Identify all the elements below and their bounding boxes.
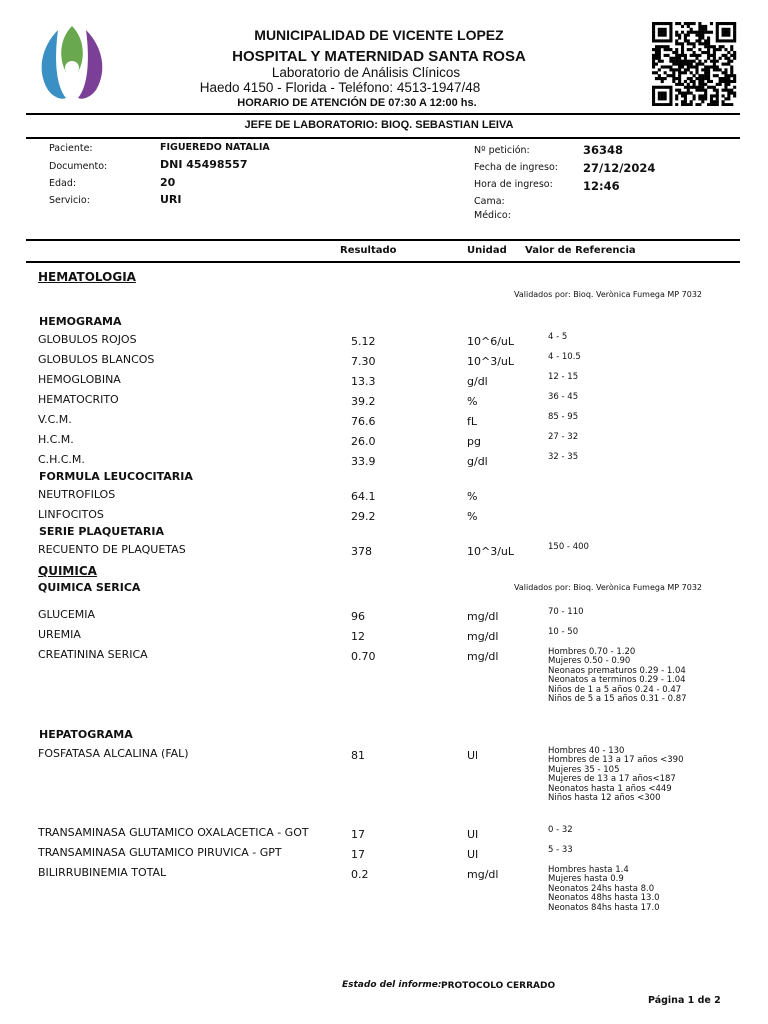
test-reference: Hombres 40 - 130 Hombres de 13 a 17 años <390 Mujeres 35 - 105 Mujeres de 13 a 17 años<187 Neonatos hasta 1 años <449 Niños hasta 12 años <300: [548, 746, 684, 804]
test-unit: 10^3/uL: [467, 355, 515, 368]
test-result: 5.12: [351, 335, 376, 348]
test-name: HEMOGLOBINA: [38, 373, 121, 386]
test-reference: Hombres hasta 1.4 Mujeres hasta 0.9 Neonatos 24hs hasta 8.0 Neonatos 48hs hasta 13.0 Neonatos 84hs hasta 17.0: [548, 865, 660, 913]
test-reference: 10 - 50: [548, 627, 579, 637]
divider: [26, 137, 740, 139]
address-phone: Haedo 4150 - Florida - Teléfono: 4513-1947/48: [199, 80, 481, 95]
test-result: 76.6: [351, 415, 376, 428]
test-unit: mg/dl: [467, 630, 499, 643]
test-reference: 5 - 33: [548, 845, 573, 855]
test-result: 17: [351, 848, 365, 861]
divider: [26, 239, 740, 241]
request-number: 36348: [583, 143, 624, 157]
column-unit: Unidad: [467, 245, 507, 256]
test-unit: mg/dl: [467, 868, 499, 881]
test-reference: 150 - 400: [548, 542, 589, 552]
test-result: 0.70: [351, 650, 376, 663]
test-name: GLOBULOS ROJOS: [38, 333, 137, 346]
test-name: RECUENTO DE PLAQUETAS: [38, 543, 186, 556]
test-name: HEMATOCRITO: [38, 393, 119, 406]
test-name: C.H.C.M.: [38, 453, 85, 466]
test-reference: 85 - 95: [548, 412, 579, 422]
request-number-label: Nº petición:: [474, 145, 530, 156]
test-name: V.C.M.: [38, 413, 72, 426]
validated-by: Validados por: Bioq. Verònica Fumega MP 7032: [514, 583, 703, 592]
test-result: 81: [351, 749, 365, 762]
test-name: H.C.M.: [38, 433, 74, 446]
test-unit: g/dl: [467, 375, 488, 388]
age-label: Edad:: [49, 178, 77, 189]
lab-head: JEFE DE LABORATORIO: BIOQ. SEBASTIAN LEIVA: [244, 119, 514, 131]
test-name: NEUTROFILOS: [38, 488, 116, 501]
divider: [26, 113, 740, 115]
column-result: Resultado: [340, 245, 397, 256]
test-unit: UI: [467, 828, 479, 841]
test-reference: 32 - 35: [548, 452, 579, 462]
test-name: GLOBULOS BLANCOS: [38, 353, 155, 366]
test-result: 0.2: [351, 868, 369, 881]
test-result: 26.0: [351, 435, 376, 448]
test-reference: 27 - 32: [548, 432, 579, 442]
subsection-hemograma: HEMOGRAMA: [39, 315, 122, 328]
test-result: 13.3: [351, 375, 376, 388]
report-status: PROTOCOLO CERRADO: [441, 981, 556, 991]
test-reference: 4 - 10.5: [548, 352, 581, 362]
test-unit: mg/dl: [467, 610, 499, 623]
test-unit: pg: [467, 435, 481, 448]
document-label: Documento:: [49, 161, 108, 172]
test-name: GLUCEMIA: [38, 608, 96, 621]
section-hematologia: HEMATOLOGIA: [38, 270, 136, 284]
column-reference: Valor de Referencia: [525, 245, 636, 256]
page-number: Página 1 de 2: [648, 995, 721, 1006]
test-result: 39.2: [351, 395, 376, 408]
divider: [26, 261, 740, 263]
test-unit: %: [467, 490, 478, 503]
test-unit: g/dl: [467, 455, 488, 468]
qr-code-icon: [652, 22, 738, 106]
patient-label: Paciente:: [49, 143, 93, 154]
test-unit: Ul: [467, 749, 479, 762]
service-label: Servicio:: [49, 195, 90, 206]
test-result: 7.30: [351, 355, 376, 368]
test-result: 378: [351, 545, 372, 558]
test-unit: UI: [467, 848, 479, 861]
test-name: LINFOCITOS: [38, 508, 104, 521]
test-unit: 10^3/uL: [467, 545, 515, 558]
test-name: CREATININA SERICA: [38, 648, 148, 661]
section-quimica: QUIMICA: [38, 564, 97, 578]
patient-name: FIGUEREDO NATALIA: [160, 142, 270, 153]
age-value: 20: [160, 176, 176, 189]
lab-name: Laboratorio de Análisis Clínicos: [271, 65, 461, 80]
opening-hours: HORARIO DE ATENCIÓN DE 07:30 A 12:00 hs.: [237, 97, 477, 109]
subsection-serie-plaquetaria: SERIE PLAQUETARIA: [39, 525, 164, 538]
report-status-label: Estado del informe:: [342, 980, 442, 990]
bed-label: Cama:: [474, 196, 505, 207]
admission-date-label: Fecha de ingreso:: [474, 162, 558, 173]
test-name: FOSFATASA ALCALINA (FAL): [38, 747, 189, 760]
test-unit: %: [467, 510, 478, 523]
test-name: TRANSAMINASA GLUTAMICO PIRUVICA - GPT: [38, 846, 282, 859]
test-result: 17: [351, 828, 365, 841]
test-reference: 12 - 15: [548, 372, 579, 382]
test-unit: %: [467, 395, 478, 408]
test-name: BILIRRUBINEMIA TOTAL: [38, 866, 167, 879]
test-result: 64.1: [351, 490, 376, 503]
hospital-title: HOSPITAL Y MATERNIDAD SANTA ROSA: [232, 48, 526, 65]
test-result: 29.2: [351, 510, 376, 523]
doctor-label: Médico:: [474, 210, 511, 221]
service-value: URI: [160, 193, 182, 206]
test-reference: Hombres 0.70 - 1.20 Mujeres 0.50 - 0.90 Neonaos prematuros 0.29 - 1.04 Neonatos a terminos 0.29 - 1.04 Niños de 1 a 5 años 0.24 - 0.47 Niños de 5 a 15 años 0.31 - 0.87: [548, 647, 687, 705]
test-result: 12: [351, 630, 365, 643]
test-reference: 4 - 5: [548, 332, 568, 342]
test-unit: fL: [467, 415, 478, 428]
validated-by: Validados por: Bioq. Verònica Fumega MP 7032: [514, 290, 703, 299]
document-value: DNI 45498557: [160, 158, 248, 171]
admission-date: 27/12/2024: [583, 161, 656, 175]
test-name: TRANSAMINASA GLUTAMICO OXALACETICA - GOT: [38, 826, 309, 839]
test-unit: mg/dl: [467, 650, 499, 663]
admission-time-label: Hora de ingreso:: [474, 179, 553, 190]
subsection-quimica-serica: QUIMICA SERICA: [38, 581, 141, 594]
test-name: UREMIA: [38, 628, 81, 641]
test-result: 96: [351, 610, 365, 623]
admission-time: 12:46: [583, 179, 620, 193]
test-unit: 10^6/uL: [467, 335, 515, 348]
test-reference: 0 - 32: [548, 825, 573, 835]
subsection-formula-leucocitaria: FORMULA LEUCOCITARIA: [39, 470, 193, 483]
test-reference: 70 - 110: [548, 607, 584, 617]
municipality-title: MUNICIPALIDAD DE VICENTE LOPEZ: [254, 27, 504, 43]
subsection-hepatograma: HEPATOGRAMA: [39, 728, 133, 741]
test-result: 33.9: [351, 455, 376, 468]
test-reference: 36 - 45: [548, 392, 579, 402]
